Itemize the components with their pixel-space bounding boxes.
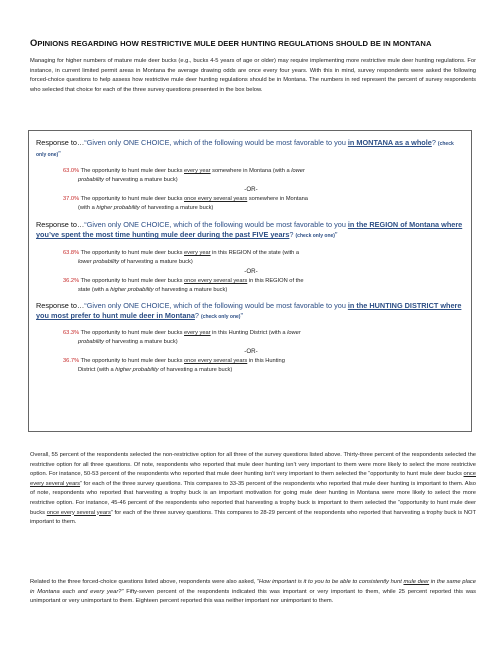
- question-1: [36, 138, 464, 161]
- q1-opt2-text-b: somewhere in Montana: [247, 196, 308, 202]
- intro-paragraph: Managing for higher numbers of mature mule deer bucks (e.g., bucks 4-5 years of age or older) may require implementing more restrictive mule deer hunting regulations. For instance, in current limited permit areas in Montana the average drawing odds are once every four years. With this in mind, survey respondents were asked the following forced-choice questions to help assess how restrictive mule deer hunting regulations should be in Montana. The numbers in red represent the percent of survey respondents who selected that choice for each of the three survey questions presented in the box below.: [30, 58, 476, 93]
- q2-opt2-text-b: in this REGION of the: [247, 278, 304, 284]
- q2-question: “Given only ONE CHOICE, which of the following would be most favorable to you: [84, 220, 348, 229]
- q1-opt1-text: The opportunity to hunt mule deer bucks: [79, 168, 185, 174]
- q2-or-divider: -OR-: [244, 268, 258, 275]
- q1-opt2-line2-a: (with a: [78, 205, 97, 211]
- para1-text-c: ” for each of the three survey questions. This compares to 28-29 percent of the respondents who reported that harvesting a trophy buck is NOT important to them.: [30, 509, 476, 526]
- q1-opt1-underline: every year: [184, 168, 211, 174]
- q3-opt2-italic: higher probability: [115, 367, 159, 373]
- para1-underline-2: once every several years: [46, 509, 111, 516]
- q1-opt2-line2: [63, 204, 435, 213]
- q3-opt2-percent: 36.7%: [63, 358, 80, 364]
- q1-opt1-text-b: somewhere in Montana (with a: [210, 168, 292, 174]
- q2-opt1-italic: lower probability: [78, 259, 120, 265]
- q1-close: ”: [58, 149, 61, 159]
- q1-opt2-percent: 37.0%: [63, 196, 80, 202]
- q3-emphasis: in the HUNTING DISTRICT where you most prefer to hunt mule deer in Montana: [36, 301, 462, 321]
- q3-opt1-line2-rest: of harvesting a mature buck): [103, 339, 178, 345]
- q2-emphasis: in the REGION of Montana where you’ve spent the most time hunting mule deer during the past FIVE years: [36, 220, 463, 240]
- q3-close: ”: [240, 311, 243, 321]
- q1-opt1-line2-italic: probability: [78, 177, 104, 183]
- q2-opt1-text-b: in this REGION of the state (with a: [210, 250, 300, 256]
- question-2: [36, 220, 464, 242]
- para2-question-b: in the same place in Montana each and every year?”: [30, 579, 477, 595]
- survey-results-box: [28, 130, 472, 432]
- para2-text-a: Related to the three forced-choice questions listed above, respondents were also asked,: [30, 579, 258, 585]
- q2-prefix: Response to…: [36, 220, 85, 229]
- q1-opt2-underline: once every several years: [184, 196, 248, 202]
- q2-suffix: ?: [289, 230, 294, 240]
- q3-opt2-text-b: in this Hunting: [247, 358, 285, 364]
- q3-check-note: (check only one): [201, 314, 241, 321]
- q1-opt1-percent: 63.0%: [63, 168, 80, 174]
- q3-opt1-italic: lower: [287, 330, 301, 336]
- page-title: [30, 37, 480, 48]
- q1-option-several-years: [63, 195, 435, 213]
- q3-question: “Given only ONE CHOICE, which of the following would be most favorable to you: [84, 301, 348, 310]
- q2-opt2-underline: once every several years: [184, 278, 248, 284]
- q3-opt1-line2: [63, 338, 435, 347]
- q2-opt2-italic: higher probability: [110, 287, 154, 293]
- q3-option-every-year: [63, 329, 435, 347]
- q2-close: ”: [334, 230, 338, 240]
- q2-opt2-line2: [63, 286, 435, 295]
- q2-check-note: (check only one): [295, 233, 335, 240]
- q1-opt2-text: The opportunity to hunt mule deer bucks: [79, 196, 185, 202]
- para1-text-b: ” for each of the three survey questions. This compares to 33-35 percent of the respondents who reported that mule deer hunting is important to them. Also of note, respondents who reported that harvesting a trophy buck is an important motivation for going mule deer hunting in Montana were more likely to select the more restrictive option. For instance, 45-46 percent of the respondents who reported that harvesting a trophy buck is important to them selected the “opportunity to hunt mule deer bucks: [30, 480, 476, 516]
- q2-option-every-year: [63, 249, 435, 267]
- q2-opt1-line2-rest: of harvesting a mature buck): [119, 259, 193, 265]
- q1-opt1-line2-rest: of harvesting a mature buck): [103, 177, 178, 183]
- q2-opt2-line2-a: state (with a: [78, 287, 111, 293]
- q1-question: “Given only ONE CHOICE, which of the following would be most favorable to you: [84, 138, 348, 147]
- para2-question-underline: mule deer: [403, 579, 430, 585]
- q2-opt2-text: The opportunity to hunt mule deer bucks: [79, 278, 185, 284]
- q2-opt2-line2-b: of harvesting a mature buck): [153, 287, 228, 293]
- para1-underline-1: once every several years: [30, 471, 476, 487]
- q1-prefix: Response to…: [36, 138, 85, 147]
- q2-opt1-percent: 63.8%: [63, 250, 80, 256]
- para2-question-a: “How important is it to you to be able to consistently hunt: [257, 579, 404, 585]
- q3-prefix: Response to…: [36, 301, 85, 310]
- q1-opt2-italic: higher probability: [96, 205, 140, 211]
- q3-opt1-text: The opportunity to hunt mule deer bucks: [79, 330, 185, 336]
- q2-option-several-years: [63, 277, 435, 295]
- q3-opt2-underline: once every several years: [184, 358, 248, 364]
- q3-suffix: ?: [194, 311, 199, 321]
- q3-opt1-text-b: in this Hunting District (with a: [210, 330, 288, 336]
- q2-opt1-text: The opportunity to hunt mule deer bucks: [79, 250, 185, 256]
- q3-opt1-line2-italic: probability: [78, 339, 104, 345]
- title-text: PINIONS REGARDING HOW RESTRICTIVE MULE DEER HUNTING REGULATIONS SHOULD BE IN MONTANA: [37, 39, 432, 48]
- q1-check-note: (check only one): [36, 141, 454, 159]
- summary-paragraph: [30, 451, 476, 528]
- q3-opt2-line2-b: of harvesting a mature buck): [158, 367, 233, 373]
- q1-suffix: ?: [431, 138, 436, 147]
- para1-text-a: Overall, 55 percent of the respondents selected the non-restrictive option for all three of the survey questions listed above. Thirty-three percent of the respondents selected the restrictive option for all three questions. Of note, respondents who reported that mule deer hunting isn’t very important to them were more likely to select the more restrictive option. For instance, 50-53 percent of the respondents who reported that mule deer hunting isn’t very important to them selected the “opportunity to hunt mule deer bucks: [30, 452, 476, 478]
- q3-or-divider: -OR-: [244, 348, 258, 355]
- q1-opt1-italic: lower: [291, 168, 305, 174]
- q3-opt2-line2: [63, 366, 435, 375]
- question-3: [36, 301, 464, 323]
- q2-opt1-line2: [63, 258, 435, 267]
- q1-opt1-line2: [63, 176, 435, 185]
- para2-text-b: Fifty-seven percent of the respondents indicated this was important or very important to them, while 25 percent reported this was unimportant or very unimportant to them. Eighteen percent reported this was neither important nor unimportant to them.: [30, 588, 477, 605]
- q3-opt2-text: The opportunity to hunt mule deer bucks: [79, 358, 185, 364]
- q1-or-divider: -OR-: [244, 186, 258, 193]
- q1-option-every-year: [63, 167, 435, 185]
- q3-opt1-percent: 63.3%: [63, 330, 80, 336]
- q2-opt2-percent: 36.2%: [63, 278, 80, 284]
- title-initial: O: [30, 37, 38, 48]
- q1-opt2-line2-b: of harvesting a mature buck): [139, 205, 214, 211]
- q3-opt2-line2-a: District (with a: [78, 367, 116, 373]
- q3-option-several-years: [63, 357, 435, 375]
- q3-opt1-underline: every year: [184, 330, 211, 336]
- q1-emphasis: in MONTANA as a whole: [347, 138, 432, 147]
- q2-opt1-underline: every year: [184, 250, 211, 256]
- related-question-paragraph: [30, 578, 476, 607]
